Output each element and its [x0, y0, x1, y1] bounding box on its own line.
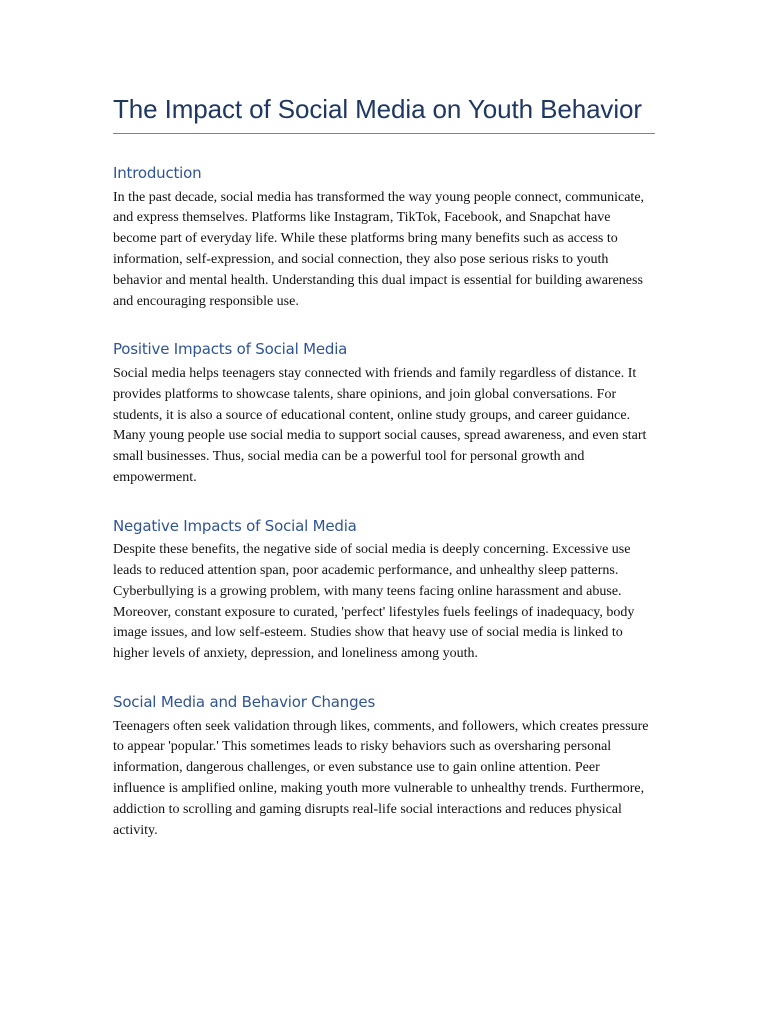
document-title: The Impact of Social Media on Youth Behavior: [113, 94, 642, 124]
section-heading: Social Media and Behavior Changes: [113, 693, 376, 712]
section-positive-impacts: [113, 340, 655, 488]
section-negative-impacts: [113, 517, 655, 665]
section-paragraph: In the past decade, social media has transformed the way young people connect, communicate, and express themselves. Platforms like Instagram, TikTok, Facebook, and Snapchat have become part of everyday life. While these platforms bring many benefits such as access to information, self-expression, and social connection, they also pose serious risks to youth behavior and mental health. Understanding this dual impact is essential for building awareness and encouraging responsible use.: [113, 189, 645, 309]
title-underline-rule: [113, 133, 655, 134]
section-behavior-changes: [113, 693, 655, 841]
section-paragraph: Teenagers often seek validation through likes, comments, and followers, which creates pressure to appear 'popular.' This sometimes leads to risky behaviors such as oversharing personal information, dangerous challenges, or even substance use to gain online attention. Peer influence is amplified online, making youth more vulnerable to unhealthy trends. Furthermore, addiction to scrolling and gaming disrupts real-life social interactions and reduces physical activity.: [113, 718, 649, 838]
section-introduction: [113, 164, 655, 312]
section-heading: Positive Impacts of Social Media: [113, 340, 348, 359]
section-paragraph: Despite these benefits, the negative side of social media is deeply concerning. Excessive use leads to reduced attention span, poor academic performance, and unhealthy sleep patterns. Cyberbullying is a growing problem, with many teens facing online harassment and abuse. Moreover, constant exposure to curated, 'perfect' lifestyles fuels feelings of inadequacy, body image issues, and low self-esteem. Studies show that heavy use of social media is linked to higher levels of anxiety, depression, and loneliness among youth.: [113, 542, 635, 662]
section-heading: Introduction: [113, 164, 202, 183]
section-paragraph: Social media helps teenagers stay connected with friends and family regardless of distance. It provides platforms to showcase talents, share opinions, and join global conversations. For students, it is also a source of educational content, online study groups, and career guidance. Many young people use social media to support social causes, spread awareness, and even start small businesses. Thus, social media can be a powerful tool for personal growth and empowerment.: [113, 365, 647, 485]
section-heading: Negative Impacts of Social Media: [113, 516, 357, 535]
